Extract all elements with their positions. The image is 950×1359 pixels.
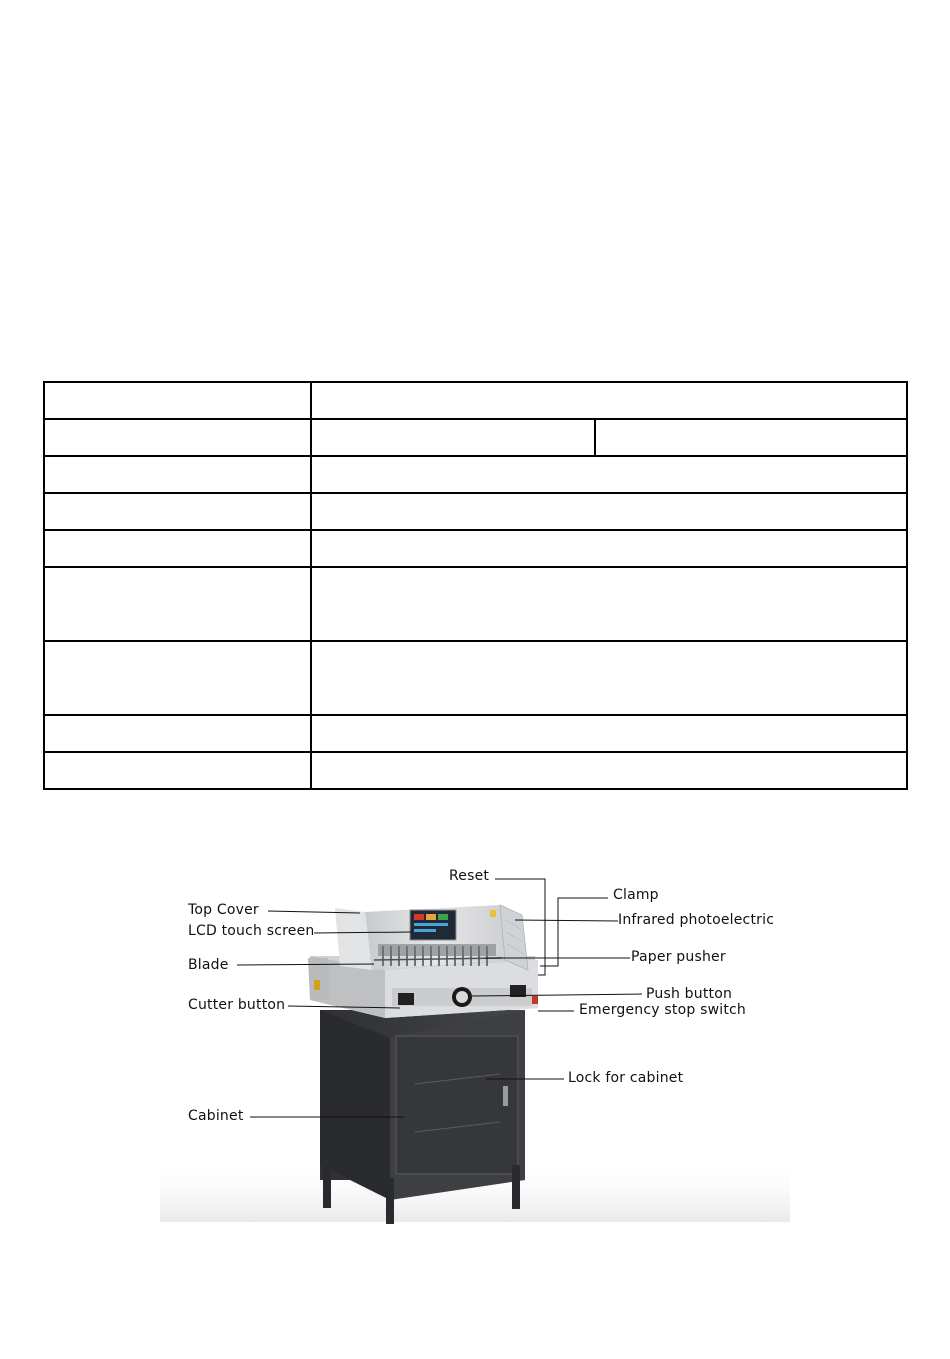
table-cell: [312, 716, 906, 751]
label-cutter-button: Cutter button: [188, 997, 286, 1013]
label-paper-pusher: Paper pusher: [631, 949, 726, 965]
table-cell: [312, 642, 906, 714]
label-blade: Blade: [188, 957, 229, 973]
table-cell: [312, 568, 906, 640]
table-cell: [312, 494, 906, 529]
paper-cutter-diagram: [160, 860, 790, 1225]
table-cell: [596, 420, 906, 455]
cutter-button: [398, 993, 414, 1005]
machine-body: [308, 905, 538, 1018]
table-row: [45, 753, 310, 788]
table-cell: [312, 420, 594, 455]
lock-icon: [503, 1086, 508, 1106]
table-row: [45, 716, 310, 751]
label-top-cover: Top Cover: [188, 902, 259, 918]
table-row: [45, 494, 310, 529]
label-lock-for-cabinet: Lock for cabinet: [568, 1070, 684, 1086]
emergency-stop-switch: [532, 996, 538, 1004]
table-cell: [312, 457, 906, 492]
table-row: [45, 420, 310, 455]
table-row: [45, 531, 310, 566]
table-row: [45, 457, 310, 492]
specification-table: [43, 381, 908, 790]
label-reset: Reset: [449, 868, 490, 884]
label-clamp: Clamp: [613, 887, 659, 903]
table-cell: [312, 531, 906, 566]
label-infrared-photoelectric: Infrared photoelectric: [618, 912, 775, 928]
label-cabinet: Cabinet: [188, 1108, 244, 1124]
table-row: [45, 642, 310, 714]
label-lcd-touch-screen: LCD touch screen: [188, 923, 315, 939]
label-push-button: Push button: [646, 986, 733, 1002]
label-emergency-stop-switch: Emergency stop switch: [579, 1002, 746, 1018]
table-row: [45, 568, 310, 640]
table-cell: [312, 383, 906, 418]
table-cell: [312, 753, 906, 788]
table-row: [45, 383, 310, 418]
